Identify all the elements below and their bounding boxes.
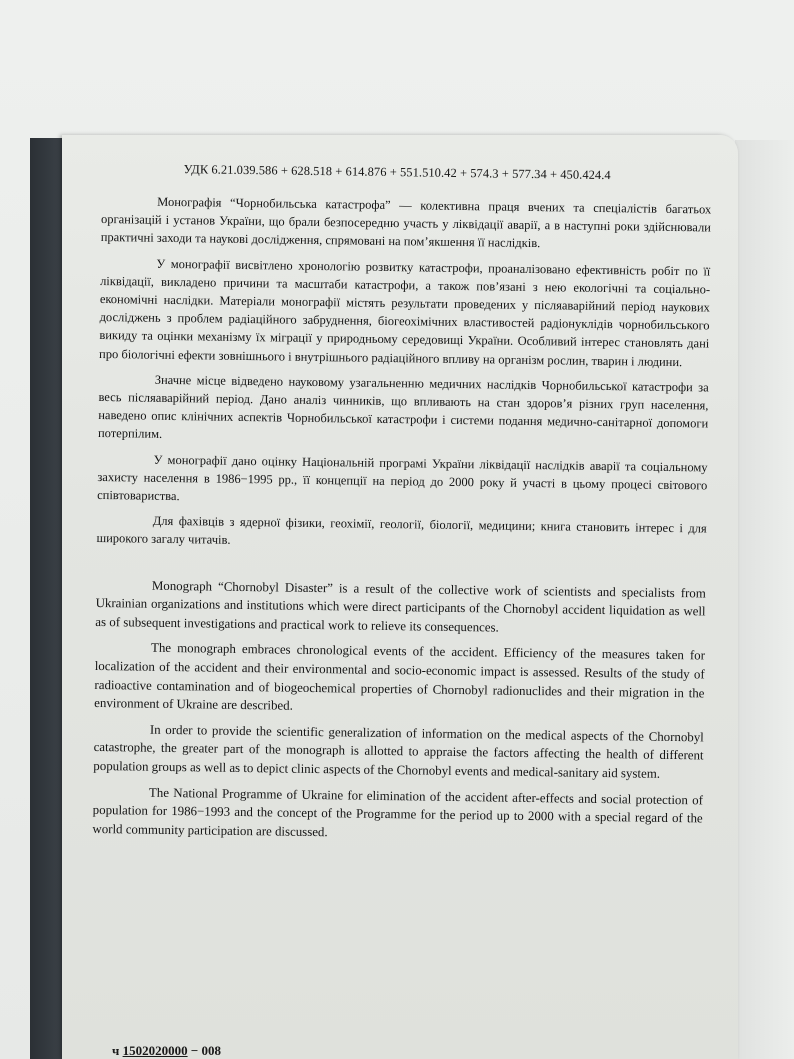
- book-page: [62, 135, 738, 1059]
- ukrainian-paragraph: Значне місце відведено науковому узагальненню медичних наслідків Чорнобильської катастрофи за весь післяаварійний період. Дано аналіз чинників, що впливають на стан здоров’я різних груп населення, наведено опис клінічних аспектів Чорнобильської катастрофи і системи подання медично-санітарної допомоги потерпілим.: [97, 372, 709, 442]
- english-abstract: [92, 576, 706, 847]
- ukrainian-paragraph: Монографія “Чорнобильська катастрофа” — колективна праця вчених та спеціалістів багатьох організацій і установ України, що брали безпосередню участь у ліквідації аварії, а в наступні роки здійснювали практичні заходи та наукові дослідження, спрямовані на пом’якшення її наслідків.: [100, 194, 712, 251]
- english-paragraph: The monograph embraces chronological events of the accident. Efficiency of the measures taken for localization of the accident and their environmental and socio-economic impact is assessed. Results of the study of radioactive contamination and of biogeochemical properties of Chornobyl radionuclides and their migration in the environment of Ukraine are described.: [94, 641, 706, 713]
- ukrainian-paragraph: Для фахівців з ядерної фізики, геохімії, геології, біології, медицини; книга становить інтерес і для широкого загалу читачів.: [96, 513, 707, 548]
- english-paragraph: The National Programme of Ukraine for elimination of the accident after-effects and social protection of population for 1986−1993 and the concept of the Programme for the period up to 2000 with a special regard of the world community participation are discussed.: [92, 785, 704, 839]
- publication-code: [112, 1043, 221, 1059]
- english-paragraph: Monograph “Chornobyl Disaster” is a result of the collective work of scientists and specialists from Ukrainian organizations and institutions which were direct participants of the Chornobyl accident liquidation as well as of subsequent investigations and practical work to relieve its consequences.: [95, 578, 706, 635]
- ukrainian-paragraph: У монографії висвітлено хронологію розвитку катастрофи, проаналізовано ефективність робіт по її ліквідації, викладено причини та масштаби катастрофи, а також пов’язані з нею екологічні та соціально-економічні наслідки. Матеріали монографії містять результати проведених у післяаварійний період наукових досліджень з проблем радіаційного забруднення, біогеохімічних властивостей радіонуклідів чорнобильського викиду та оцінки механізму їх міграції у природньому середовищі України. Особливий інтерес становлять дані про біологічні ефекти зовнішнього і внутрішнього радіаційного впливу на організм рослин, тварин і людини.: [99, 256, 711, 369]
- publication-code-prefix: ч: [112, 1043, 120, 1058]
- page-content: [92, 147, 712, 854]
- publication-code-number: 1502020000: [122, 1043, 188, 1058]
- english-paragraph: In order to provide the scientific generalization of information on the medical aspects of the Chornobyl catastrophe, the greater part of the monograph is allotted to appraise the factors affecting the health of different population groups as well as to depict clinic aspects of the Chornobyl events and medical-sanitary aid system.: [93, 722, 704, 781]
- ukrainian-paragraph: У монографії дано оцінку Національній програмі України ліквідації наслідків аварії та соціальному захисту населення в 1986−1995 рр., її концепції на період до 2000 року й участі в цьому процесі світового співтовариства.: [97, 452, 708, 504]
- background-surface: [735, 140, 794, 1059]
- ukrainian-abstract: [96, 192, 711, 556]
- udk-classification: УДК 6.21.039.586 + 628.518 + 614.876 + 551.510.42 + 574.3 + 577.34 + 450.424.4: [183, 162, 611, 183]
- publication-code-suffix: − 008: [190, 1043, 222, 1058]
